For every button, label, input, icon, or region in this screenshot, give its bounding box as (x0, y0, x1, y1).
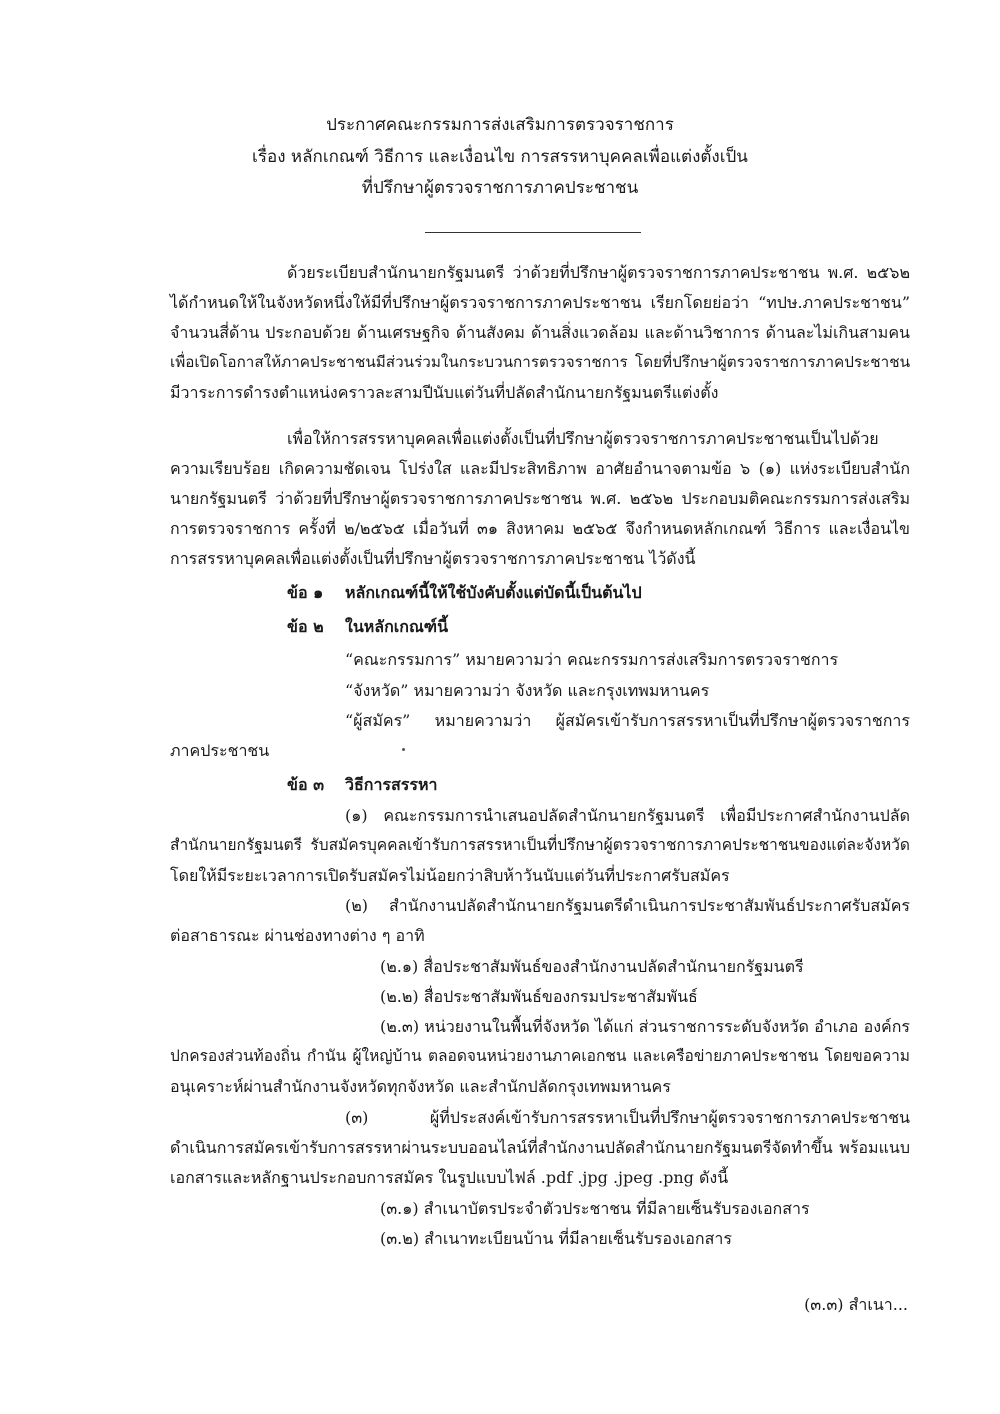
definition-province: “จังหวัด” หมายความว่า จังหวัด และกรุงเทพมหานคร (345, 681, 710, 700)
clause1-number: ข้อ ๑ (287, 583, 324, 602)
title-divider (425, 232, 641, 233)
clause2-text: ในหลักเกณฑ์นี้ (345, 617, 449, 636)
title-line-3: ที่ปรึกษาผู้ตรวจราชการภาคประชาชน (361, 178, 639, 198)
para1-line-3: จำนวนสี่ด้าน ประกอบด้วย ด้านเศรษฐกิจ ด้านสังคม ด้านสิ่งแวดล้อม และด้านวิชาการ ด้านละไม่เกินสามคน (170, 323, 910, 342)
item1-line-3: โดยให้มีระยะเวลาการเปิดรับสมัครไม่น้อยกว่าสิบห้าวันนับแต่วันที่ประกาศรับสมัคร (170, 866, 730, 885)
item1-line-1: (๑) คณะกรรมการนำเสนอปลัดสำนักนายกรัฐมนตรี เพื่อมีประกาศสำนักงานปลัด (345, 806, 910, 825)
item1-line-2: สำนักนายกรัฐมนตรี รับสมัครบุคคลเข้ารับการสรรหาเป็นที่ปรึกษาผู้ตรวจราชการภาคประชาชนของแต่ละจังหวัด (170, 836, 910, 854)
item2-line-1: (๒) สำนักงานปลัดสำนักนายกรัฐมนตรีดำเนินการประชาสัมพันธ์ประกาศรับสมัคร (345, 896, 910, 915)
scan-speck (402, 748, 405, 751)
title-line-1: ประกาศคณะกรรมการส่งเสริมการตรวจราชการ (326, 115, 674, 135)
para1-line-5: มีวาระการดำรงตำแหน่งคราวละสามปีนับแต่วันที่ปลัดสำนักนายกรัฐมนตรีแต่งตั้ง (170, 383, 719, 402)
item2-sub-3: (๒.๓) หน่วยงานในพื้นที่จังหวัด ได้แก่ ส่วนราชการระดับจังหวัด อำเภอ องค์กร (380, 1017, 910, 1036)
item3-sub-1: (๓.๑) สำเนาบัตรประจำตัวประชาชน ที่มีลายเซ็นรับรองเอกสาร (380, 1199, 810, 1218)
clause3-text: วิธีการสรรหา (345, 775, 438, 794)
definition-applicant: “ผู้สมัคร” หมายความว่า ผู้สมัครเข้ารับการสรรหาเป็นที่ปรึกษาผู้ตรวจราชการ (345, 711, 910, 730)
clause1-text: หลักเกณฑ์นี้ให้ใช้บังคับตั้งแต่บัดนี้เป็นต้นไป (345, 583, 642, 602)
title-line-2: เรื่อง หลักเกณฑ์ วิธีการ และเงื่อนไข การสรรหาบุคคลเพื่อแต่งตั้งเป็น (252, 147, 748, 167)
para1-line-4: เพื่อเปิดโอกาสให้ภาคประชาชนมีส่วนร่วมในกระบวนการตรวจราชการ โดยที่ปรึกษาผู้ตรวจราชการภาคประชาชน (170, 353, 910, 371)
item2-sub-2: (๒.๒) สื่อประชาสัมพันธ์ของกรมประชาสัมพันธ์ (380, 987, 698, 1006)
definition-committee: “คณะกรรมการ” หมายความว่า คณะกรรมการส่งเสริมการตรวจราชการ (345, 650, 839, 669)
para2-line-2: ความเรียบร้อย เกิดความชัดเจน โปร่งใส และมีประสิทธิภาพ อาศัยอำนาจตามข้อ ๖ (๑) แห่งระเบียบสำนัก (170, 459, 910, 478)
item2-sub-3-cont-1: ปกครองส่วนท้องถิ่น กำนัน ผู้ใหญ่บ้าน ตลอดจนหน่วยงานภาคเอกชน และเครือข่ายภาคประชาชน โดยขอความ (170, 1047, 910, 1065)
item3-sub-2: (๓.๒) สำเนาทะเบียนบ้าน ที่มีลายเซ็นรับรองเอกสาร (380, 1229, 732, 1248)
item3-line-2: ดำเนินการสมัครเข้ารับการสรรหาผ่านระบบออนไลน์ที่สำนักงานปลัดสำนักนายกรัฐมนตรีจัดทำขึ้น พร้อมแนบ (170, 1138, 910, 1157)
item3-line-3: เอกสารและหลักฐานประกอบการสมัคร ในรูปแบบไฟล์ .pdf .jpg .jpeg .png ดังนี้ (170, 1168, 729, 1187)
item2-sub-1: (๒.๑) สื่อประชาสัมพันธ์ของสำนักงานปลัดสำนักนายกรัฐมนตรี (380, 957, 804, 976)
para2-line-3: นายกรัฐมนตรี ว่าด้วยที่ปรึกษาผู้ตรวจราชการภาคประชาชน พ.ศ. ๒๕๖๒ ประกอบมติคณะกรรมการส่งเสริม (170, 489, 910, 508)
para2-line-1: เพื่อให้การสรรหาบุคคลเพื่อแต่งตั้งเป็นที่ปรึกษาผู้ตรวจราชการภาคประชาชนเป็นไปด้วย (287, 429, 879, 448)
item2-sub-3-cont-2: อนุเคราะห์ผ่านสำนักงานจังหวัดทุกจังหวัด และสำนักปลัดกรุงเทพมหานคร (170, 1077, 671, 1096)
definition-applicant-cont: ภาคประชาชน (170, 741, 270, 760)
continuation-marker: (๓.๓) สำเนา... (804, 1295, 908, 1314)
clause2-number: ข้อ ๒ (287, 617, 324, 636)
item2-line-2: ต่อสาธารณะ ผ่านช่องทางต่าง ๆ อาทิ (170, 926, 425, 945)
para2-line-5: การสรรหาบุคคลเพื่อแต่งตั้งเป็นที่ปรึกษาผู้ตรวจราชการภาคประชาชน ไว้ดังนี้ (170, 549, 696, 568)
clause3-number: ข้อ ๓ (287, 775, 325, 794)
para1-line-1: ด้วยระเบียบสำนักนายกรัฐมนตรี ว่าด้วยที่ปรึกษาผู้ตรวจราชการภาคประชาชน พ.ศ. ๒๕๖๒ (287, 263, 910, 282)
para2-line-4: การตรวจราชการ ครั้งที่ ๒/๒๕๖๕ เมื่อวันที่ ๓๑ สิงหาคม ๒๕๖๕ จึงกำหนดหลักเกณฑ์ วิธีการ และเงื่อนไข (170, 519, 910, 538)
item3-line-1: (๓) ผู้ที่ประสงค์เข้ารับการสรรหาเป็นที่ปรึกษาผู้ตรวจราชการภาคประชาชน (345, 1108, 910, 1127)
para1-line-2: ได้กำหนดให้ในจังหวัดหนึ่งให้มีที่ปรึกษาผู้ตรวจราชการภาคประชาชน เรียกโดยย่อว่า “ทปษ.ภาคประชาชน” (170, 293, 910, 312)
